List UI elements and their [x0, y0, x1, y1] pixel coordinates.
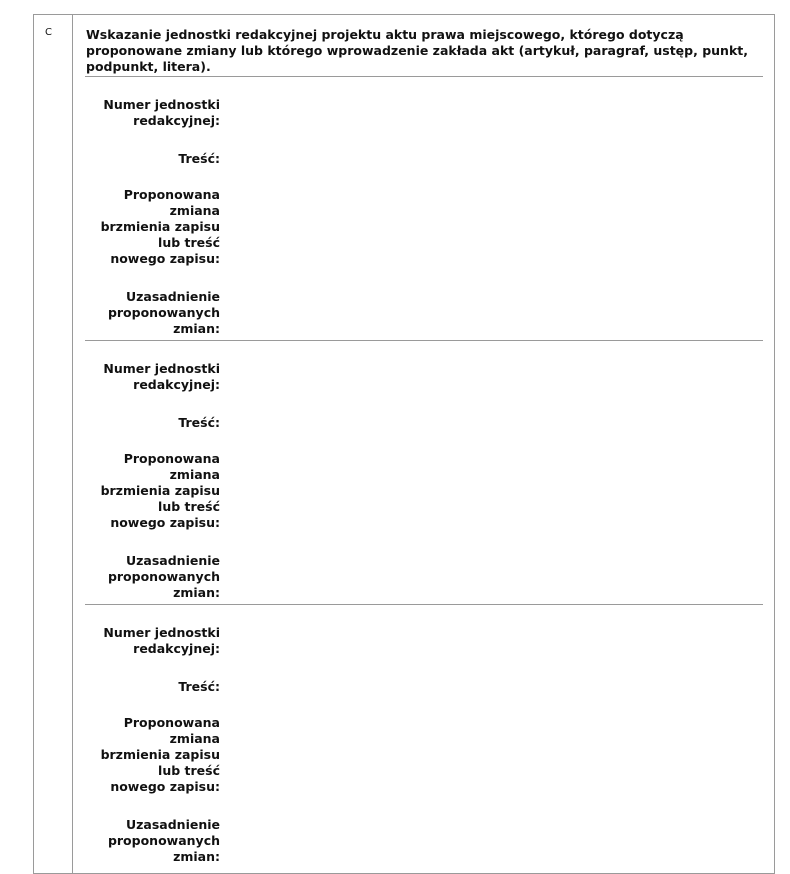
justification-label: Uzasadnienie proponowanych zmian: [107, 289, 220, 336]
justification-label: Uzasadnienie proponowanych zmian: [107, 553, 220, 600]
content-label: Treść: [178, 151, 220, 166]
section-c-frame [33, 14, 775, 874]
entry-1 [86, 77, 764, 340]
content-label: Treść: [178, 679, 220, 694]
unit-number-label: Numer jednostki redakcyjnej: [103, 361, 220, 392]
section-letter: C [45, 27, 52, 38]
entry-3 [86, 605, 764, 868]
unit-number-label: Numer jednostki redakcyjnej: [103, 625, 220, 656]
section-content [86, 27, 764, 868]
unit-number-label: Numer jednostki redakcyjnej: [103, 97, 220, 128]
content-label: Treść: [178, 415, 220, 430]
proposed-change-label: Proponowana zmiana brzmienia zapisu lub treść nowego zapisu: [100, 187, 220, 266]
proposed-change-label: Proponowana zmiana brzmienia zapisu lub treść nowego zapisu: [100, 451, 220, 530]
entry-2 [86, 341, 764, 604]
section-letter-column [34, 15, 73, 873]
justification-label: Uzasadnienie proponowanych zmian: [107, 817, 220, 864]
section-heading: Wskazanie jednostki redakcyjnej projektu aktu prawa miejscowego, którego dotyczą proponowane zmiany lub którego wprowadzenie zakłada akt (artykuł, paragraf, ustęp, punkt, podpunkt, litera). [86, 27, 748, 74]
proposed-change-label: Proponowana zmiana brzmienia zapisu lub treść nowego zapisu: [100, 715, 220, 794]
